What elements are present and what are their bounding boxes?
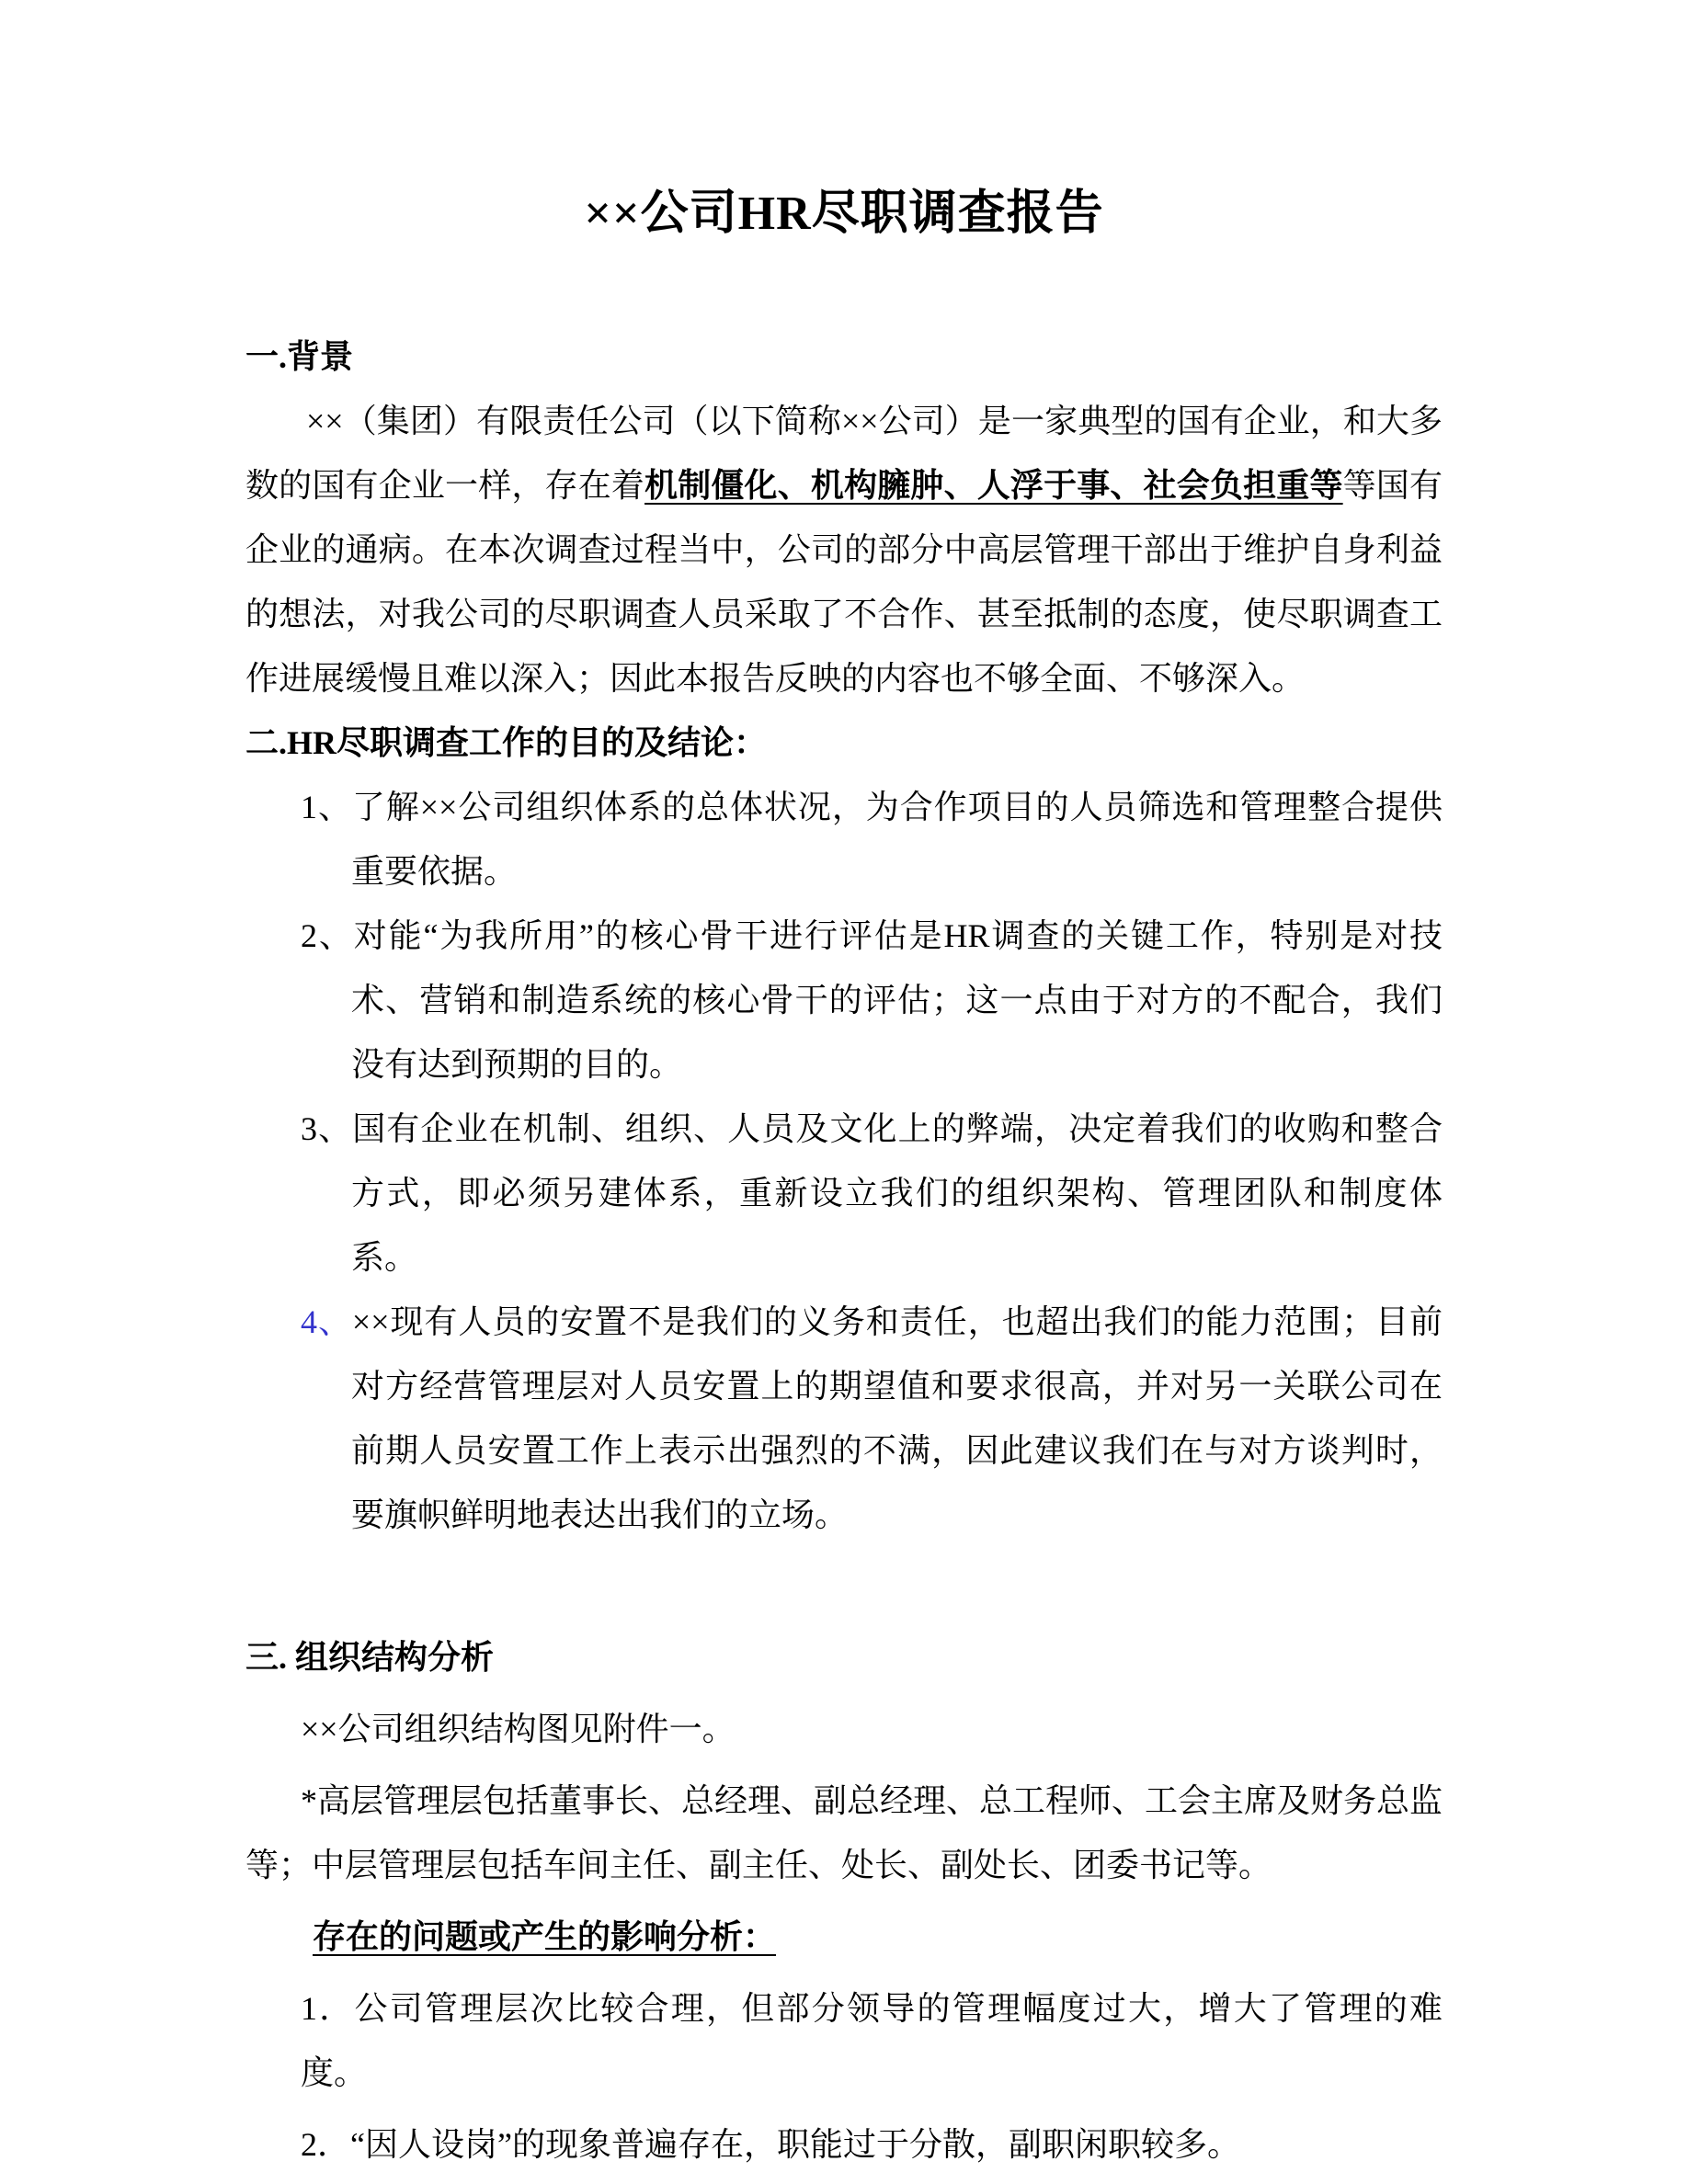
purpose-item-4-text: ××现有人员的安置不是我们的义务和责任，也超出我们的能力范围；目前对方经营管理层对人员安置上的期望值和要求很高，并对另一关联公司在前期人员安置工作上表示出强烈的不满，因此建议我们在与对方谈判时，要旗帜鲜明地表达出我们的立场。 — [351, 1303, 1443, 1533]
purpose-item-3-text: 国有企业在机制、组织、人员及文化上的弊端，决定着我们的收购和整合方式，即必须另建体系，重新设立我们的组织架构、管理团队和制度体系。 — [351, 1110, 1443, 1276]
purpose-item-4 — [245, 1290, 1443, 1547]
background-text-end: 等国有企业的通病。在本次调查过程当中，公司的部分中高层管理干部出于维护自身利益的想法，对我公司的尽职调查人员采取了不合作、甚至抵制的态度，使尽职调查工作进展缓慢且难以深入；因此本报告反映的内容也不够全面、不够深入。 — [245, 467, 1443, 697]
issue-item-1-text: 公司管理层次比较合理，但部分领导的管理幅度过大，增大了管理的难度。 — [301, 1990, 1443, 2091]
section-2-heading: 二.HR尽职调查工作的目的及结论： — [245, 724, 768, 761]
purpose-item-2-text: 对能“为我所用”的核心骨干进行评估是HR调查的关键工作，特别是对技术、营销和制造系统的核心骨干的评估；这一点由于对方的不配合，我们没有达到预期的目的。 — [351, 917, 1443, 1083]
background-text-start: ××（集团）有限责任公司（以下简称××公司）是一家典型的国有企业，和大多数的国有企业一样，存在着 — [245, 403, 1443, 504]
background-paragraph — [245, 389, 1443, 711]
management-levels-paragraph: *高层管理层包括董事长、总经理、副总经理、总工程师、工会主席及财务总监等；中层管理层包括车间主任、副主任、处长、副处长、团委书记等。 — [245, 1782, 1443, 1883]
issue-item-2 — [301, 2112, 1443, 2177]
document-title: ××公司HR尽职调查报告 — [584, 188, 1104, 240]
purpose-item-1-text: 了解××公司组织体系的总体状况，为合作项目的人员筛选和管理整合提供重要依据。 — [351, 789, 1443, 890]
purpose-item-4-number: 4、 — [301, 1303, 352, 1340]
purpose-item-1 — [245, 775, 1443, 904]
issues-subheading-text: 存在的问题或产生的影响分析： — [313, 1918, 777, 1955]
issue-item-2-text: “因人设岗”的现象普遍存在，职能过于分散，副职闲职较多。 — [350, 2126, 1240, 2163]
section-1-heading: 一.背景 — [245, 338, 354, 375]
issue-item-1-number: 1． — [301, 1990, 355, 2027]
issues-subheading — [313, 1905, 1443, 1969]
section-3-heading: 三. 组织结构分析 — [245, 1639, 495, 1676]
purpose-item-1-number: 1、 — [301, 789, 352, 825]
purpose-item-3 — [245, 1097, 1443, 1290]
issue-item-1 — [301, 1976, 1443, 2105]
purpose-item-3-number: 3、 — [301, 1110, 353, 1147]
background-emphasis-text: 机制僵化、机构臃肿、人浮于事、社会负担重等 — [644, 467, 1343, 504]
purpose-item-2-number: 2、 — [301, 917, 354, 954]
purpose-item-2 — [245, 904, 1443, 1097]
org-chart-note: ××公司组织结构图见附件一。 — [301, 1711, 736, 1747]
issue-item-2-number: 2． — [301, 2126, 351, 2163]
purpose-list — [245, 775, 1443, 1547]
